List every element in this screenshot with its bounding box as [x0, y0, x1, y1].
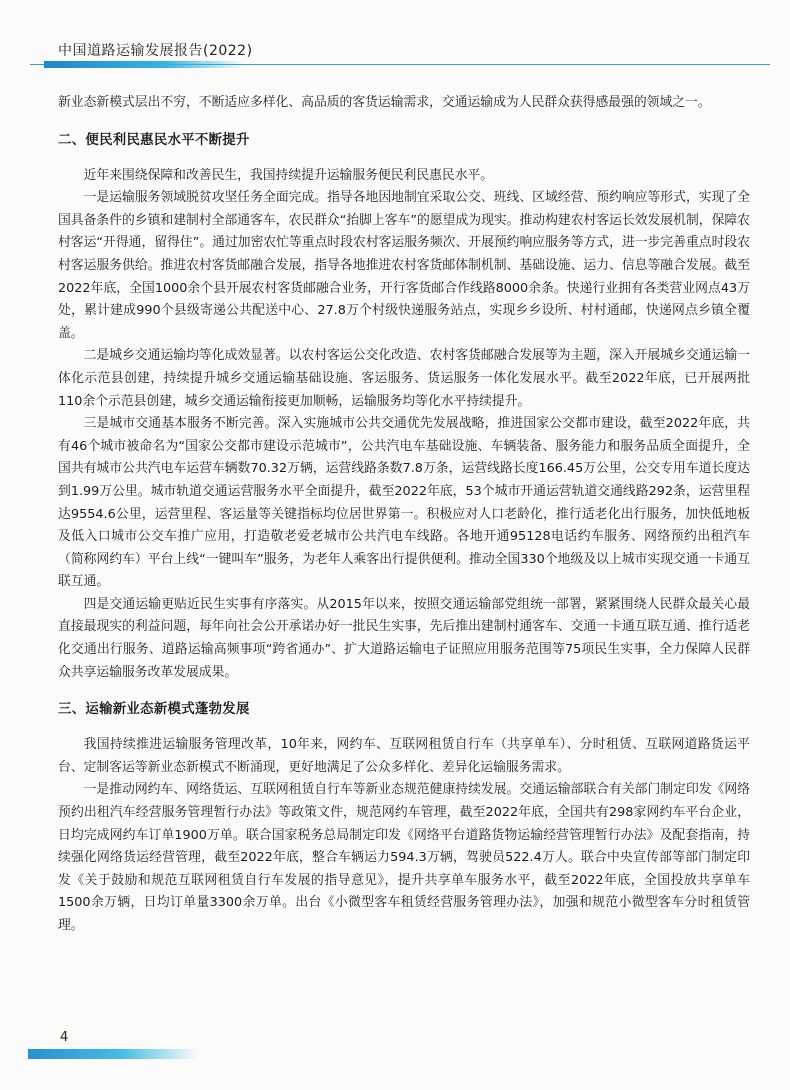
section3-paragraph: 一是推动网约车、网络货运、互联网租赁自行车等新业态规范健康持续发展。交通运输部联合有关部门制定印发《网络预约出租汽车经营服务管理暂行办法》等政策文件，规范网约车管理，截至2022年底，全国共有298家网约车平台企业，日均完成网约车订单1900万单。联合国家税务总局制定印发《网络平台道路货物运输经营管理暂行办法》及配套指南，持续强化网络货运经营管理，截至2022年底，整合车辆运力594.3万辆，驾驶员522.4万人。联合中央宣传部等部门制定印发《关于鼓励和规范互联网租赁自行车发展的指导意见》，提升共享单车服务水平，截至2022年底，全国投放共享单车1500余万辆，日均订单量3300余万单。出台《小微型客车租赁经营服务管理办法》，加强和规范小微型客车分时租赁管理。	[58, 782, 750, 933]
body-text	[58, 92, 750, 938]
section2-paragraph: 四是交通运输更贴近民生实事有序落实。从2015年以来，按照交通运输部党组统一部署，紧紧围绕人民群众最关心最直接最现实的利益问题，每年向社会公开承诺办好一批民生实事，先后推出建制村通客车、交通一卡通互联互通、推行适老化交通出行服务、道路运输高频事项“跨省通办”、扩大道路运输电子证照应用服务范围等75项民生实事，全力保障人民群众共享运输服务改革发展成果。	[58, 596, 750, 680]
section-heading-3: 三、运输新业态新模式蓬勃发展	[58, 702, 250, 718]
section2-paragraph: 一是运输服务领域脱贫攻坚任务全面完成。指导各地因地制宜采取公交、班线、区域经营、预约响应等形式，实现了全国具备条件的乡镇和建制村全部通客车，农民群众“抬脚上客车”的愿望成为现实。推动构建农村客运长效发展机制，保障农村客运“开得通，留得住”。通过加密农忙等重点时段农村客运服务频次、开展预约响应服务等方式，进一步完善重点时段农村客运服务供给。推进农村客货邮融合发展，指导各地推进农村客货邮体制机制、基础设施、运力、信息等融合发展。截至2022年底，全国1000余个县开展农村客货邮融合业务，开行客货邮合作线路8000余条。快递行业拥有各类营业网点43万处，累计建成990个县级寄递公共配送中心、27.8万个村级快递服务站点，实现乡乡设所、村村通邮，快递网点乡镇全覆盖。	[58, 190, 750, 341]
header-accent-bar	[44, 61, 244, 68]
section2-paragraph: 近年来围绕保障和改善民生，我国持续提升运输服务便民利民惠民水平。	[83, 167, 494, 183]
footer-accent-bar	[28, 1049, 198, 1059]
page-number: 4	[60, 1030, 69, 1045]
section2-paragraph: 二是城乡交通运输均等化成效显著。以农村客运公交化改造、农村客货邮融合发展等为主题，深入开展城乡交通运输一体化示范县创建，持续提升城乡交通运输基础设施、客运服务、货运服务一体化发展水平。截至2022年底，已开展两批110余个示范县创建，城乡交通运输衔接更加顺畅，运输服务均等化水平持续提升。	[58, 348, 750, 409]
running-header-title: 中国道路运输发展报告(2022)	[58, 43, 253, 59]
section2-paragraph: 三是城市交通基本服务不断完善。深入实施城市公共交通优先发展战略，推进国家公交都市建设，截至2022年底，共有46个城市被命名为“国家公交都市建设示范城市”，公共汽电车基础设施、车辆装备、服务能力和服务品质全面提升，全国共有城市公共汽电车运营车辆数70.32万辆，运营线路条数7.8万条，运营线路长度166.45万公里，公交专用车道长度达到1.99万公里。城市轨道交通运营服务水平全面提升，截至2022年底，53个城市开通运营轨道交通线路292条，运营里程达9554.6公里，运营里程、客运量等关键指标均位居世界第一。积极应对人口老龄化，推行适老化出行服务，加快低地板及低入口城市公交车推广应用，打造敬老爱老城市公共汽电车线路。各地开通95128电话约车服务、网络预约出租汽车（简称网约车）平台上线“一键叫车”服务，为老年人乘客出行提供便利。推动全国330个地级及以上城市实现交通一卡通互联互通。	[58, 416, 750, 590]
intro-paragraph: 新业态新模式层出不穷，不断适应多样化、高品质的客货运输需求，交通运输成为人民群众获得感最强的领域之一。	[58, 95, 711, 110]
section-heading-2: 二、便民利民惠民水平不断提升	[58, 132, 250, 148]
section3-paragraph: 我国持续推进运输服务管理改革，10年来，网约车、互联网租赁自行车（共享单车）、分时租赁、互联网道路货运平台、定制客运等新业态新模式不断涌现，更好地满足了公众多样化、差异化运输服务需求。	[58, 737, 750, 775]
